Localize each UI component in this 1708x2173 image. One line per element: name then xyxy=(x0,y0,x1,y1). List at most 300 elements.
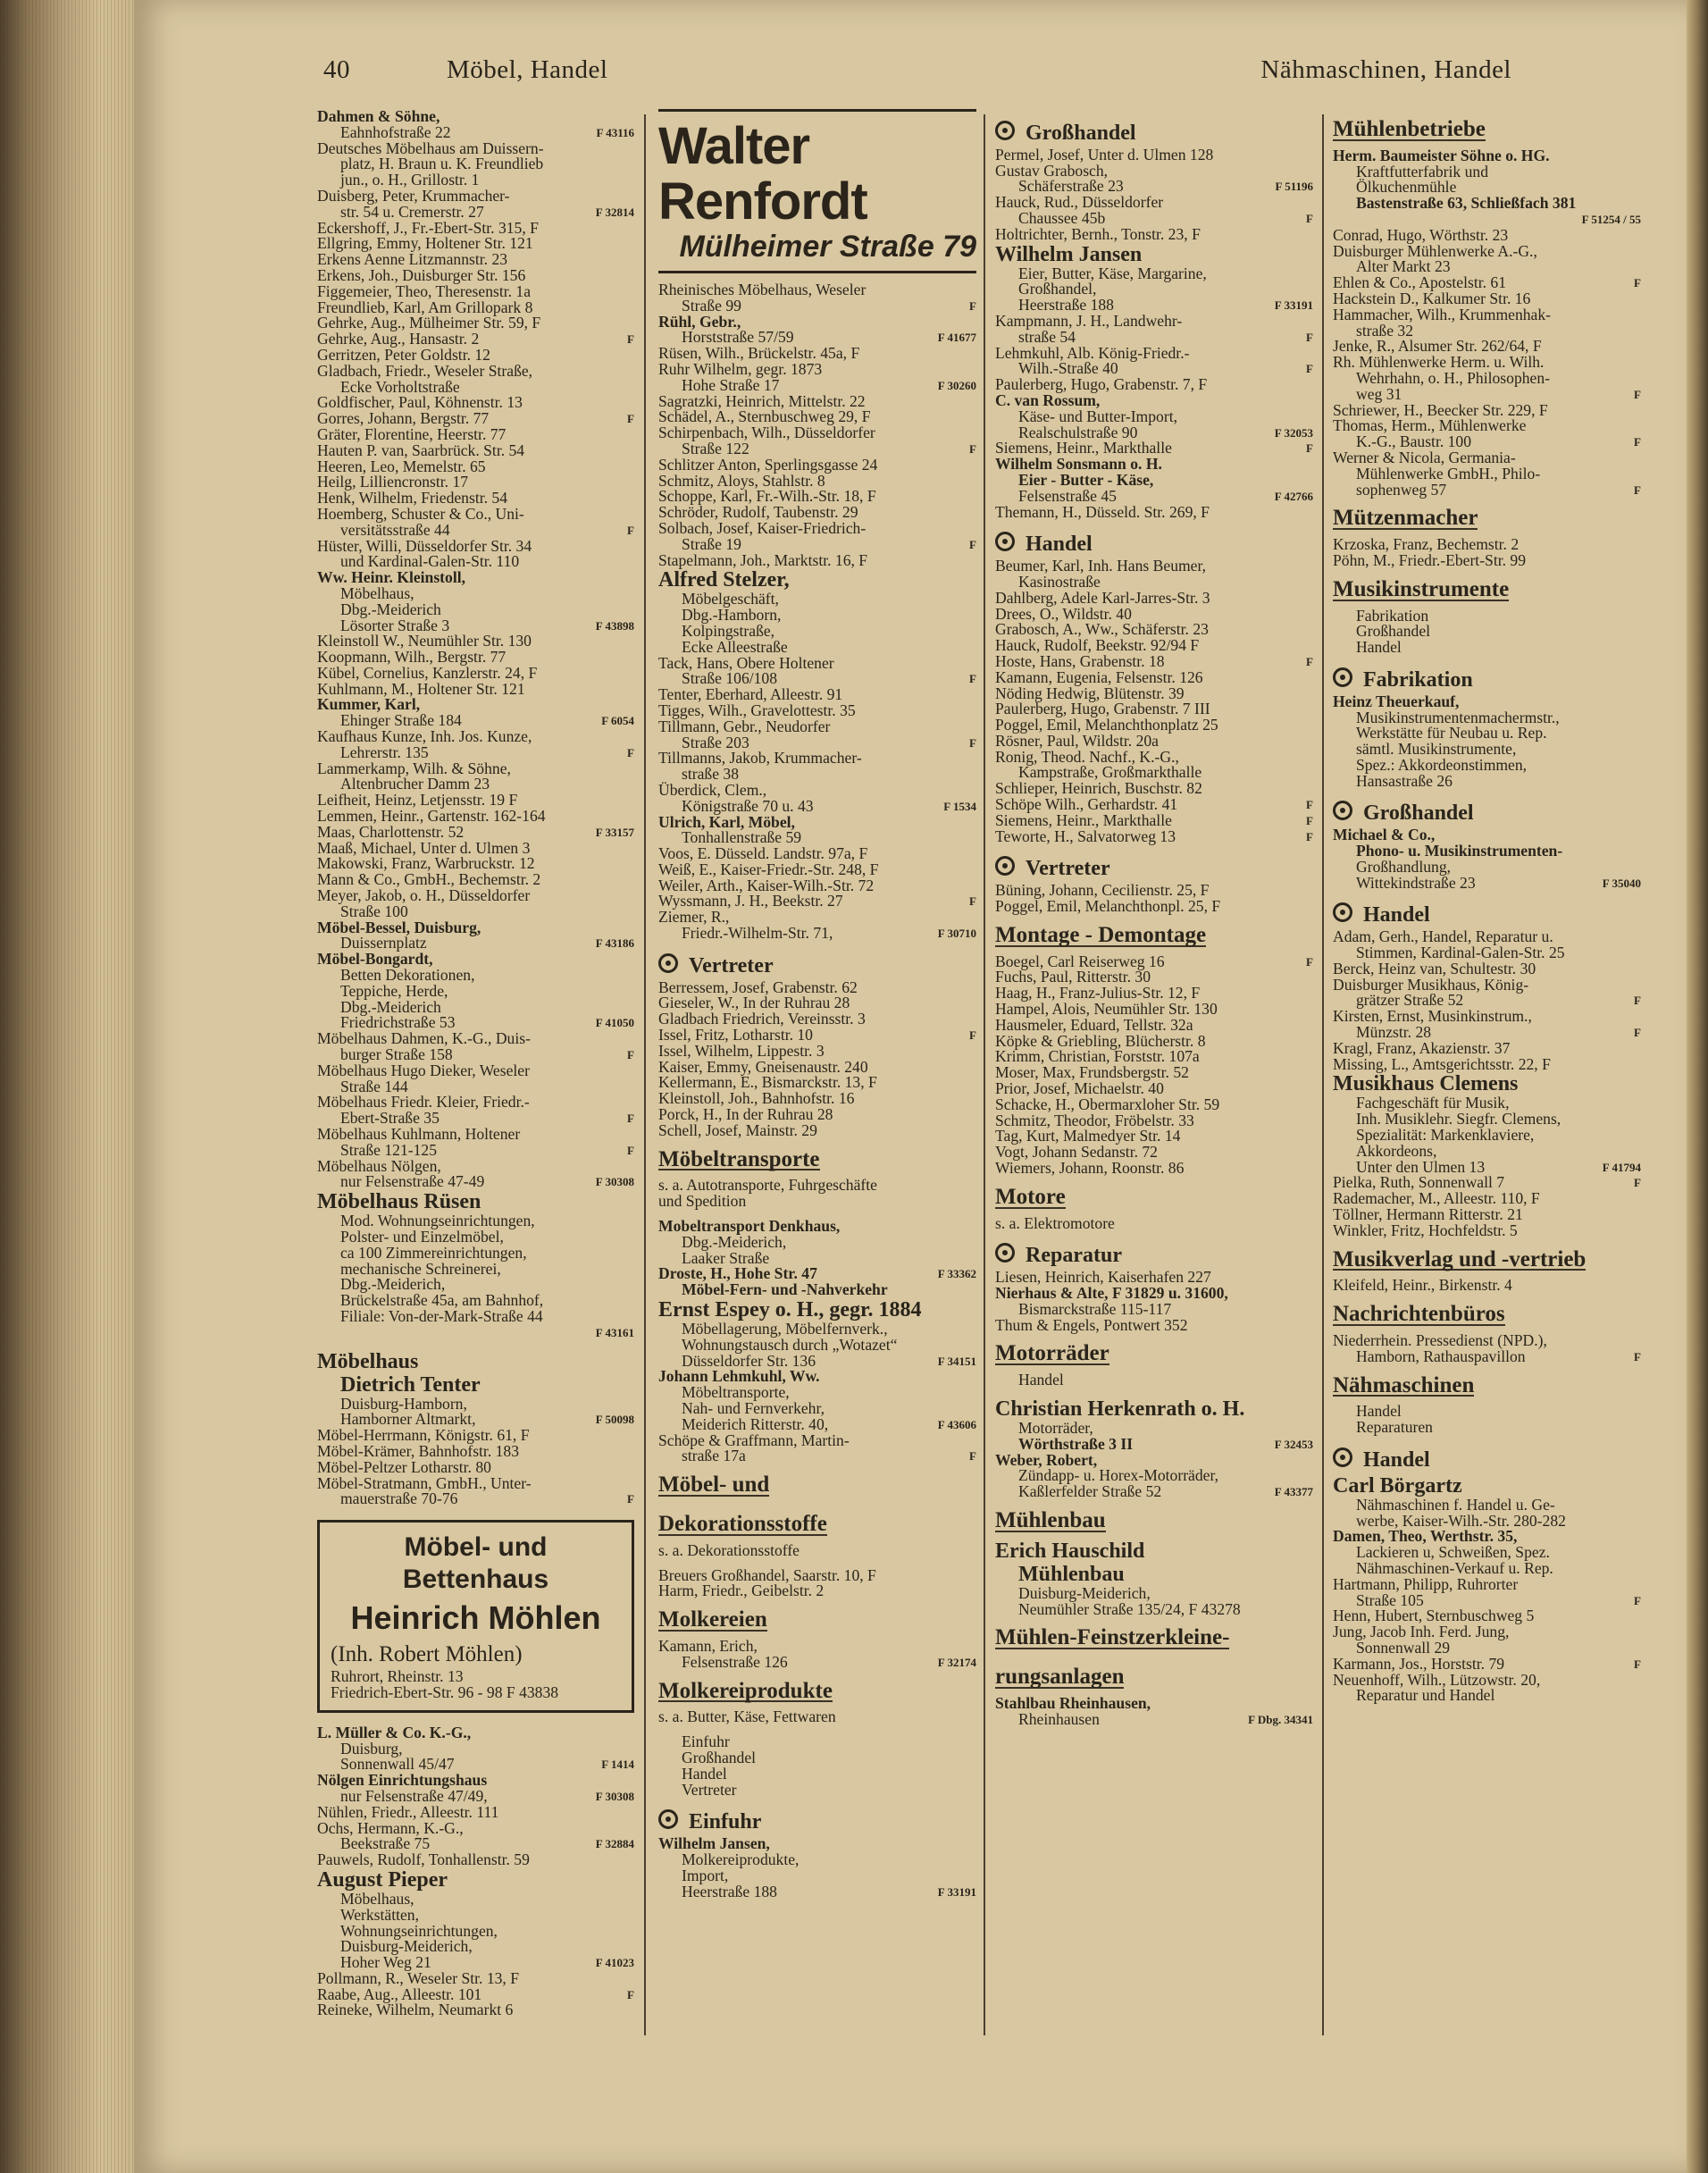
directory-entry-line xyxy=(658,1884,976,1900)
entry-text: Möbelhaus Kuhlmann, Holtener xyxy=(317,1125,521,1143)
entry-text: Straße 106/108 xyxy=(682,669,778,688)
section-heading-wrap xyxy=(658,1464,976,1504)
phone-number: F 33157 xyxy=(595,825,634,839)
entry-text: Maaß, Michael, Unter d. Ulmen 3 xyxy=(317,838,531,857)
directory-entry-line xyxy=(995,1315,1313,1334)
phone-number: F xyxy=(627,332,634,347)
phone-number: F xyxy=(969,441,976,456)
entry-text: Großhandel, xyxy=(1018,280,1097,298)
entry-text: Kellermann, E., Bismarckstr. 13, F xyxy=(658,1073,877,1092)
directory-entry-line xyxy=(658,534,976,553)
entry-text: Prior, Josef, Michaelstr. 40 xyxy=(995,1079,1164,1098)
directory-entry-line xyxy=(1333,961,1641,977)
entry-text: Phono- u. Musikinstrumenten- xyxy=(1356,842,1563,860)
section-heading-wrap xyxy=(995,915,1313,954)
entry-text: Wehrhahn, o. H., Philosophen- xyxy=(1356,368,1551,387)
subsection-label: Handel xyxy=(1363,903,1430,927)
phone-number: F xyxy=(1306,362,1313,376)
directory-entry-line xyxy=(1333,196,1641,212)
entry-text: Schöpe & Graffmann, Martin- xyxy=(658,1430,850,1449)
entry-text: Meyer, Jakob, o. H., Düsseldorfer xyxy=(317,886,531,905)
subsection-label: Einfuhr xyxy=(689,1810,762,1834)
entry-text: Fuchs, Paul, Ritterstr. 30 xyxy=(995,968,1151,986)
phone-number: F 43161 xyxy=(595,1325,634,1339)
phone-number: F 30308 xyxy=(595,1789,634,1803)
entry-text: Porck, H., In der Ruhrau 28 xyxy=(658,1105,833,1124)
entry-text: s. a. Elektromotore xyxy=(995,1213,1115,1232)
entry-text: Möbel-Krämer, Bahnhofstr. 183 xyxy=(317,1441,520,1460)
entry-text: Möbellagerung, Möbelfernverk., xyxy=(682,1320,888,1338)
subsection-heading xyxy=(995,855,1313,881)
entry-text: Weber, Robert, xyxy=(995,1450,1098,1469)
target-circle-icon xyxy=(1333,1447,1352,1467)
directory-entry-line xyxy=(995,1583,1313,1602)
phone-number: F 32174 xyxy=(937,1655,976,1669)
entry-text: Stahlbau Rheinhausen, xyxy=(995,1693,1151,1712)
entry-text: Rösner, Paul, Wildstr. 20a xyxy=(995,731,1159,750)
entry-text: Mod. Wohnungseinrichtungen, xyxy=(340,1212,535,1230)
entry-text: Duisburg-Meiderich, xyxy=(340,1937,473,1956)
entry-text: Krzoska, Franz, Bechemstr. 2 xyxy=(1333,535,1520,554)
section-heading-wrap xyxy=(995,1617,1313,1657)
entry-text: Straße 99 xyxy=(682,296,741,315)
directory-entry-line xyxy=(658,568,976,591)
subsection-label: Großhandel xyxy=(1363,801,1474,826)
ad-renfordt-name: Walter Renfordt xyxy=(658,117,867,231)
entry-text: Lehrerstr. 135 xyxy=(340,743,429,761)
entry-text: Johann Lehmkuhl, Ww. xyxy=(658,1367,820,1386)
entry-text: Heinz Theuerkauf, xyxy=(1333,692,1460,710)
target-circle-icon xyxy=(1333,667,1352,687)
entry-text: Hauck, Rudolf, Beekstr. 92/94 F xyxy=(995,636,1200,655)
entry-text: Ellgring, Emmy, Holtener Str. 121 xyxy=(317,234,533,253)
directory-entry-line xyxy=(658,1868,976,1884)
phone-number: F xyxy=(627,1987,634,2001)
directory-entry-line xyxy=(317,281,634,300)
entry-text: Rheinhausen xyxy=(1018,1709,1100,1728)
directory-entry-line xyxy=(658,1232,976,1251)
entry-text: Köpke & Griebling, Blücherstr. 8 xyxy=(995,1031,1206,1050)
phone-number: F 33191 xyxy=(937,1884,976,1899)
entry-text: Duisburger Mühlenwerke A.-G., xyxy=(1333,241,1537,260)
directory-entry-line xyxy=(995,147,1313,164)
section-heading-wrap xyxy=(995,1333,1313,1372)
directory-entry-line xyxy=(658,719,976,735)
entry-text: Tillmanns, Jakob, Krummacher- xyxy=(658,749,862,768)
entry-text: Permel, Josef, Unter d. Ulmen 128 xyxy=(995,145,1214,164)
phone-number: F Dbg. 34341 xyxy=(1248,1712,1313,1726)
section-heading-wrap xyxy=(1333,1239,1641,1279)
directory-entry-line xyxy=(317,1140,634,1159)
directory-entry-line xyxy=(658,1041,976,1060)
entry-text: Paulerberg, Hugo, Grabenstr. 7 III xyxy=(995,700,1210,718)
directory-entry-line xyxy=(317,1243,634,1262)
section-heading: Molkereien xyxy=(658,1607,767,1632)
entries-col4 xyxy=(1333,109,1641,1704)
phone-number: F 32453 xyxy=(1274,1437,1313,1451)
entry-text: Wittekindstraße 23 xyxy=(1356,873,1476,892)
section-heading-wrap xyxy=(1333,1365,1641,1405)
entry-text: Kleinstoll, Joh., Bahnhofstr. 16 xyxy=(658,1089,855,1108)
entry-text: Jenke, R., Alsumer Str. 262/64, F xyxy=(1333,337,1542,356)
column-rule-3 xyxy=(1322,114,1324,2035)
directory-entry-line xyxy=(995,327,1313,346)
entry-text: Gehrke, Aug., Hansastr. 2 xyxy=(317,330,480,348)
entry-text: Gladbach, Friedr., Weseler Straße, xyxy=(317,361,533,380)
entry-text: Herm. Baumeister Söhne o. HG. xyxy=(1333,146,1550,164)
entry-text: C. van Rossum, xyxy=(995,390,1101,409)
entry-text: Einfuhr xyxy=(682,1733,730,1751)
entry-text: Eier, Butter, Käse, Margarine, xyxy=(1018,264,1207,282)
entry-text: Möbelhaus, xyxy=(340,1889,414,1908)
entry-text: nur Felsenstraße 47/49, xyxy=(340,1786,488,1805)
phone-number: F 34151 xyxy=(937,1354,976,1368)
entry-text: Eier - Butter - Käse, xyxy=(1018,470,1154,489)
entry-text: Issel, Wilhelm, Lippestr. 3 xyxy=(658,1041,825,1060)
entry-text: Ecke Alleestraße xyxy=(682,637,788,656)
entry-text: Stapelmann, Joh., Marktstr. 16, F xyxy=(658,550,868,569)
entries-col2 xyxy=(658,282,976,1900)
entry-text: Leifheit, Heinz, Letjensstr. 19 F xyxy=(317,791,518,810)
entry-text: Kraftfutterfabrik und xyxy=(1356,162,1489,180)
entry-text: straße 32 xyxy=(1356,321,1414,340)
entry-text: Straße 100 xyxy=(340,902,408,920)
entry-text: Pauwels, Rudolf, Tonhallenstr. 59 xyxy=(317,1850,530,1869)
directory-entry-line xyxy=(995,1709,1313,1728)
entry-text: Musikhaus Clemens xyxy=(1333,1072,1519,1096)
entry-text: werbe, Kaiser-Wilh.-Str. 280-282 xyxy=(1356,1511,1566,1530)
entry-text: Drees, O., Wildstr. 40 xyxy=(995,604,1132,623)
entry-text: Möbel-Herrmann, Königstr. 61, F xyxy=(317,1426,530,1445)
entry-text: Duissernplatz xyxy=(340,934,427,952)
directory-entry-line xyxy=(995,588,1313,607)
entry-text: Schröder, Rudolf, Taubenstr. 29 xyxy=(658,503,858,522)
entry-text: Chaussee 45b xyxy=(1018,208,1106,227)
directory-entry-line xyxy=(995,826,1313,845)
entry-text: jun., o. H., Grillostr. 1 xyxy=(340,171,480,189)
entry-text: Vogt, Johann Sedanstr. 72 xyxy=(995,1143,1158,1162)
phone-number: F 43377 xyxy=(1274,1485,1313,1499)
entry-text: Kirsten, Ernst, Musinkinstrum., xyxy=(1333,1007,1532,1026)
directory-entry-line xyxy=(658,1194,976,1210)
section-heading: Motore xyxy=(995,1184,1066,1209)
entry-text: Mühlenwerke GmbH., Philo- xyxy=(1356,464,1541,482)
entry-text: Wohnungseinrichtungen, xyxy=(340,1921,498,1940)
directory-entry-line xyxy=(995,1540,1313,1563)
entries-col1b xyxy=(317,1725,634,2019)
entry-text: Teworte, H., Salvatorweg 13 xyxy=(995,826,1176,845)
entry-text: Gräter, Florentine, Heerstr. 77 xyxy=(317,424,507,443)
entry-text: Teppiche, Herde, xyxy=(340,981,448,1000)
entry-text: Möbel-Peltzer Lotharstr. 80 xyxy=(317,1457,491,1476)
entry-text: Kaßlerfelder Straße 52 xyxy=(1018,1482,1162,1501)
entry-text: Hüster, Willi, Düsseldorfer Str. 34 xyxy=(317,536,532,555)
entry-text: mechanische Schreinerei, xyxy=(340,1259,501,1278)
phone-number: F 30308 xyxy=(595,1175,634,1189)
directory-entry-line xyxy=(995,1097,1313,1113)
section-heading: Molkereiprodukte xyxy=(658,1678,833,1703)
entry-text: Wyssmann, J. H., Beekstr. 27 xyxy=(658,892,843,910)
running-head-left: Möbel, Handel xyxy=(447,55,608,84)
directory-entry-line xyxy=(995,899,1313,915)
entry-text xyxy=(340,1325,590,1341)
entry-text: sämtl. Musikinstrumente, xyxy=(1356,740,1517,759)
entry-text: Beumer, Karl, Inh. Hans Beumer, xyxy=(995,557,1207,575)
entries-col1 xyxy=(317,109,634,1507)
entry-text: Ochs, Hermann, K.-G., xyxy=(317,1818,464,1837)
phone-number: F 51196 xyxy=(1275,180,1313,194)
target-circle-icon xyxy=(995,856,1015,876)
subsection-label: Reparatur xyxy=(1026,1244,1122,1268)
entry-text: Wörthstraße 3 II xyxy=(1018,1434,1134,1453)
entry-text: Schmitz, Theodor, Fröbelstr. 33 xyxy=(995,1111,1194,1129)
phone-number: F 43898 xyxy=(595,618,634,633)
entry-text: Lemmen, Heinr., Gartenstr. 162-164 xyxy=(317,807,546,826)
entry-text: Straße 122 xyxy=(682,439,749,457)
entry-text: Gerritzen, Peter Goldstr. 12 xyxy=(317,345,490,364)
entry-text: Straße 144 xyxy=(340,1077,408,1095)
directory-entry-line xyxy=(658,637,976,656)
entry-text: Motorräder, xyxy=(1018,1418,1093,1437)
directory-entry-line xyxy=(658,1448,976,1464)
column-4 xyxy=(1333,109,1641,1704)
column-rule-2 xyxy=(984,114,985,2035)
directory-entry-line xyxy=(658,1709,976,1725)
subsection-heading xyxy=(995,1242,1313,1268)
entry-text: Duisburger Musikhaus, König- xyxy=(1333,975,1529,994)
phone-number: F 41050 xyxy=(595,1016,634,1030)
entry-text: Ww. Heinr. Kleinstoll, xyxy=(317,568,466,587)
subsection-heading xyxy=(1333,1447,1641,1472)
entry-text: Felsenstraße 126 xyxy=(682,1652,788,1671)
entry-text: Dbg.-Meiderich, xyxy=(340,1275,446,1294)
entry-text: Voos, E. Düsseld. Landstr. 97a, F xyxy=(658,844,868,863)
ad-renfordt xyxy=(658,109,976,273)
entry-text: str. 54 u. Cremerstr. 27 xyxy=(340,202,484,221)
entry-text: Töllner, Hermann Ritterstr. 21 xyxy=(1333,1205,1523,1224)
directory-entry-line xyxy=(1333,1420,1641,1436)
directory-entry-line xyxy=(317,520,634,539)
entry-text: Krimm, Christian, Forststr. 107a xyxy=(995,1047,1200,1066)
entry-text: Handel xyxy=(1018,1371,1064,1389)
target-circle-icon xyxy=(1333,902,1352,922)
entry-text: Boegel, Carl Reiserweg 16 xyxy=(995,952,1165,970)
entry-text: Pöhn, M., Friedr.-Ebert-Str. 99 xyxy=(1333,550,1527,569)
entry-text: s. a. Dekorationsstoffe xyxy=(658,1540,800,1559)
directory-entry-line xyxy=(317,1063,634,1079)
entry-text: Möbelhaus xyxy=(317,1349,419,1373)
entry-text: Tenter, Eberhard, Alleestr. 91 xyxy=(658,685,843,704)
entry-text: Droste, H., Hohe Str. 47 xyxy=(658,1264,817,1283)
subsection-label: Fabrikation xyxy=(1363,667,1473,692)
phone-number: F xyxy=(627,1048,634,1062)
running-head-right: Nähmaschinen, Handel xyxy=(1260,55,1511,84)
directory-entry-line xyxy=(317,1802,634,1821)
entry-text: Gustav Grabosch, xyxy=(995,161,1109,180)
directory-entry-line xyxy=(1333,1278,1641,1294)
directory-entry-line xyxy=(658,1282,976,1298)
entry-text: Berressem, Josef, Grabenstr. 62 xyxy=(658,977,858,996)
directory-entry-line xyxy=(317,745,634,761)
entry-text: straße 54 xyxy=(1018,327,1076,346)
entry-text: Straße 19 xyxy=(682,534,741,553)
phone-number: F 1534 xyxy=(943,799,976,813)
entry-text: Rühl, Gebr., xyxy=(658,312,741,331)
phone-number: F xyxy=(1306,813,1313,827)
directory-entry-line xyxy=(658,1414,976,1433)
entry-text: Duisburg-Meiderich, xyxy=(1018,1583,1151,1602)
directory-entry-line xyxy=(658,457,976,474)
entry-text: Ecke Vorholtstraße xyxy=(340,377,460,396)
entry-text: Wilhelm Sonsmann o. H. xyxy=(995,455,1162,474)
entry-text: Kragl, Franz, Akazienstr. 37 xyxy=(1333,1038,1511,1057)
entry-text: Sonnenwall 45/47 xyxy=(340,1755,455,1774)
entry-text: Schell, Josef, Mainstr. 29 xyxy=(658,1120,817,1139)
entry-text: Gladbach Friedrich, Vereinsstr. 3 xyxy=(658,1010,866,1028)
subsection-heading xyxy=(1333,667,1641,692)
phone-number: F xyxy=(969,735,976,750)
entry-text: Unter den Ulmen 13 xyxy=(1356,1157,1486,1176)
entry-text: Duisburg-Hamborn, xyxy=(340,1394,467,1413)
entry-text: Inh. Musiklehr. Siegfr. Clemens, xyxy=(1356,1110,1561,1128)
entry-text: Solbach, Josef, Kaiser-Friedrich- xyxy=(658,518,867,537)
phone-number: F 50098 xyxy=(595,1413,634,1427)
entry-text: Schirpenbach, Wilh., Düsseldorfer xyxy=(658,424,875,442)
entry-text: Dbg.-Meiderich xyxy=(340,600,441,618)
directory-entry-line xyxy=(317,1190,634,1213)
directory-entry-line xyxy=(1333,1038,1641,1057)
book-right-edge xyxy=(1687,0,1708,2173)
entry-text: Möbelhaus Nölgen, xyxy=(317,1156,441,1175)
entry-text: Hauck, Rud., Düsseldorfer xyxy=(995,193,1164,212)
phone-number: F xyxy=(1634,994,1641,1008)
entry-text: Heerstraße 188 xyxy=(682,1882,777,1900)
entry-text: Nah- und Fernverkehr, xyxy=(682,1399,825,1417)
directory-entry-line xyxy=(1333,148,1641,164)
section-heading-wrap xyxy=(1333,569,1641,608)
section-heading-wrap xyxy=(658,1139,976,1179)
entry-text: L. Müller & Co. K.-G., xyxy=(317,1723,472,1741)
entry-text: Damen, Theo, Werthstr. 35, xyxy=(1333,1527,1518,1546)
entry-text: Alter Markt 23 xyxy=(1356,257,1451,276)
phone-number: F 41794 xyxy=(1602,1160,1641,1174)
entry-text: und Spedition xyxy=(658,1192,747,1211)
subsection-heading xyxy=(995,120,1313,145)
directory-entry-line xyxy=(317,1457,634,1476)
entry-text: Reparatur und Handel xyxy=(1356,1686,1495,1705)
directory-entry-line xyxy=(658,1335,976,1354)
section-heading: Mühlenbau xyxy=(995,1507,1106,1532)
entry-text: Möbel-Stratmann, GmbH., Unter- xyxy=(317,1473,532,1492)
entry-text: Duisberg, Peter, Krummacher- xyxy=(317,186,510,205)
entry-text: Möbel-Bessel, Duisburg, xyxy=(317,918,481,936)
phone-number: F xyxy=(1634,1176,1641,1190)
phone-number: F xyxy=(969,894,976,909)
entry-text: Dietrich Tenter xyxy=(340,1372,481,1397)
entry-text: Bismarckstraße 115-117 xyxy=(1018,1299,1172,1318)
entry-text: Gieseler, W., In der Ruhrau 28 xyxy=(658,994,850,1012)
phone-number: F xyxy=(627,1112,634,1126)
directory-entry-line xyxy=(317,1852,634,1868)
entry-text: Alfred Stelzer, xyxy=(658,568,790,592)
entry-text: s. a. Butter, Käse, Fettwaren xyxy=(658,1707,836,1726)
entry-text: Zündapp- u. Horex-Motorräder, xyxy=(1018,1466,1219,1485)
directory-entry-line xyxy=(317,122,634,141)
directory-entry-line xyxy=(317,1373,634,1397)
directory-entry-line xyxy=(658,1298,976,1321)
entry-text: Hartmann, Philipp, Ruhrorter xyxy=(1333,1574,1519,1593)
entry-text: Adam, Gerh., Handel, Reparatur u. xyxy=(1333,927,1553,946)
ad-moehlen-line5: Friedrich-Ebert-Str. 96 - 98 F 43838 xyxy=(331,1682,559,1701)
entry-text: Pielka, Ruth, Sonnenwall 7 xyxy=(1333,1173,1505,1192)
directory-entry-line xyxy=(995,409,1313,425)
entry-text: Nühlen, Friedr., Alleestr. 111 xyxy=(317,1802,499,1821)
entry-text: Makowski, Franz, Warbruckstr. 12 xyxy=(317,854,535,873)
entry-text: Schöpe Wilh., Gerhardstr. 41 xyxy=(995,795,1178,814)
ad-renfordt-street: Mülheimer Straße 79 xyxy=(679,230,976,264)
directory-entry-line xyxy=(317,1725,634,1741)
directory-entry-line xyxy=(317,602,634,618)
entry-text: Schoppe, Karl, Fr.-Wilh.-Str. 18, F xyxy=(658,487,876,506)
entry-text: Haag, H., Franz-Julius-Str. 12, F xyxy=(995,984,1201,1003)
phone-number: F 43186 xyxy=(595,936,634,951)
entry-text: Gorres, Johann, Bergstr. 77 xyxy=(317,409,490,428)
ad-moehlen-line4: Ruhrort, Rheinstr. 13 xyxy=(331,1667,464,1686)
directory-entry-line xyxy=(317,2002,634,2018)
entry-text: Hansastraße 26 xyxy=(1356,771,1453,790)
entry-text: Kaiser, Emmy, Gneisenaustr. 240 xyxy=(658,1057,868,1076)
entry-text: Möbelgeschäft, xyxy=(682,590,779,608)
entry-text: Felsenstraße 45 xyxy=(1018,486,1117,505)
entry-text: Handel xyxy=(1356,638,1402,657)
entry-text: Erkens, Joh., Duisburger Str. 156 xyxy=(317,265,526,284)
phone-number: F 32884 xyxy=(595,1837,634,1851)
target-circle-icon xyxy=(658,1809,678,1829)
phone-number: F xyxy=(969,537,976,551)
phone-number: F 32814 xyxy=(595,205,634,219)
entries-col3 xyxy=(995,120,1313,1728)
directory-entry-line xyxy=(995,1484,1313,1500)
entry-text: Musikinstrumentenmachermstr., xyxy=(1356,708,1560,726)
entry-text: Breuers Großhandel, Saarstr. 10, F xyxy=(658,1565,876,1584)
entry-text: Hoste, Hans, Grabenstr. 18 xyxy=(995,651,1165,670)
section-heading-wrap xyxy=(1333,498,1641,537)
entry-text: K.-G., Baustr. 100 xyxy=(1356,432,1472,451)
entry-text: Vertreter xyxy=(682,1780,737,1799)
spacer xyxy=(995,1389,1313,1397)
entry-text: und Kardinal-Galen-Str. 110 xyxy=(340,552,520,571)
book-page-edges xyxy=(0,0,143,2173)
entry-text: Kuhlmann, M., Holtener Str. 121 xyxy=(317,679,525,698)
phone-number: F xyxy=(1634,482,1641,497)
entry-text: Sagratzki, Heinrich, Mittelstr. 22 xyxy=(658,391,866,410)
directory-entry-line xyxy=(317,904,634,920)
directory-entry-line xyxy=(1333,225,1641,244)
entry-text: Berck, Heinz van, Schultestr. 30 xyxy=(1333,959,1536,977)
entry-text: Handel xyxy=(682,1764,727,1783)
directory-entry-line xyxy=(1333,1054,1641,1073)
entry-text: Hohe Straße 17 xyxy=(682,375,780,394)
directory-entry-line xyxy=(995,1434,1313,1453)
entry-text: Kamann, Erich, xyxy=(658,1636,758,1655)
entry-text: Heeren, Leo, Memelstr. 65 xyxy=(317,457,486,475)
section-heading-wrap xyxy=(658,1599,976,1639)
directory-entry-line xyxy=(658,1120,976,1139)
entry-text: Dbg.-Meiderich xyxy=(340,997,441,1016)
section-heading-wrap xyxy=(995,1657,1313,1696)
entry-text: Goldfischer, Paul, Köhnenstr. 13 xyxy=(317,393,523,412)
column-rule-1 xyxy=(644,114,646,2035)
